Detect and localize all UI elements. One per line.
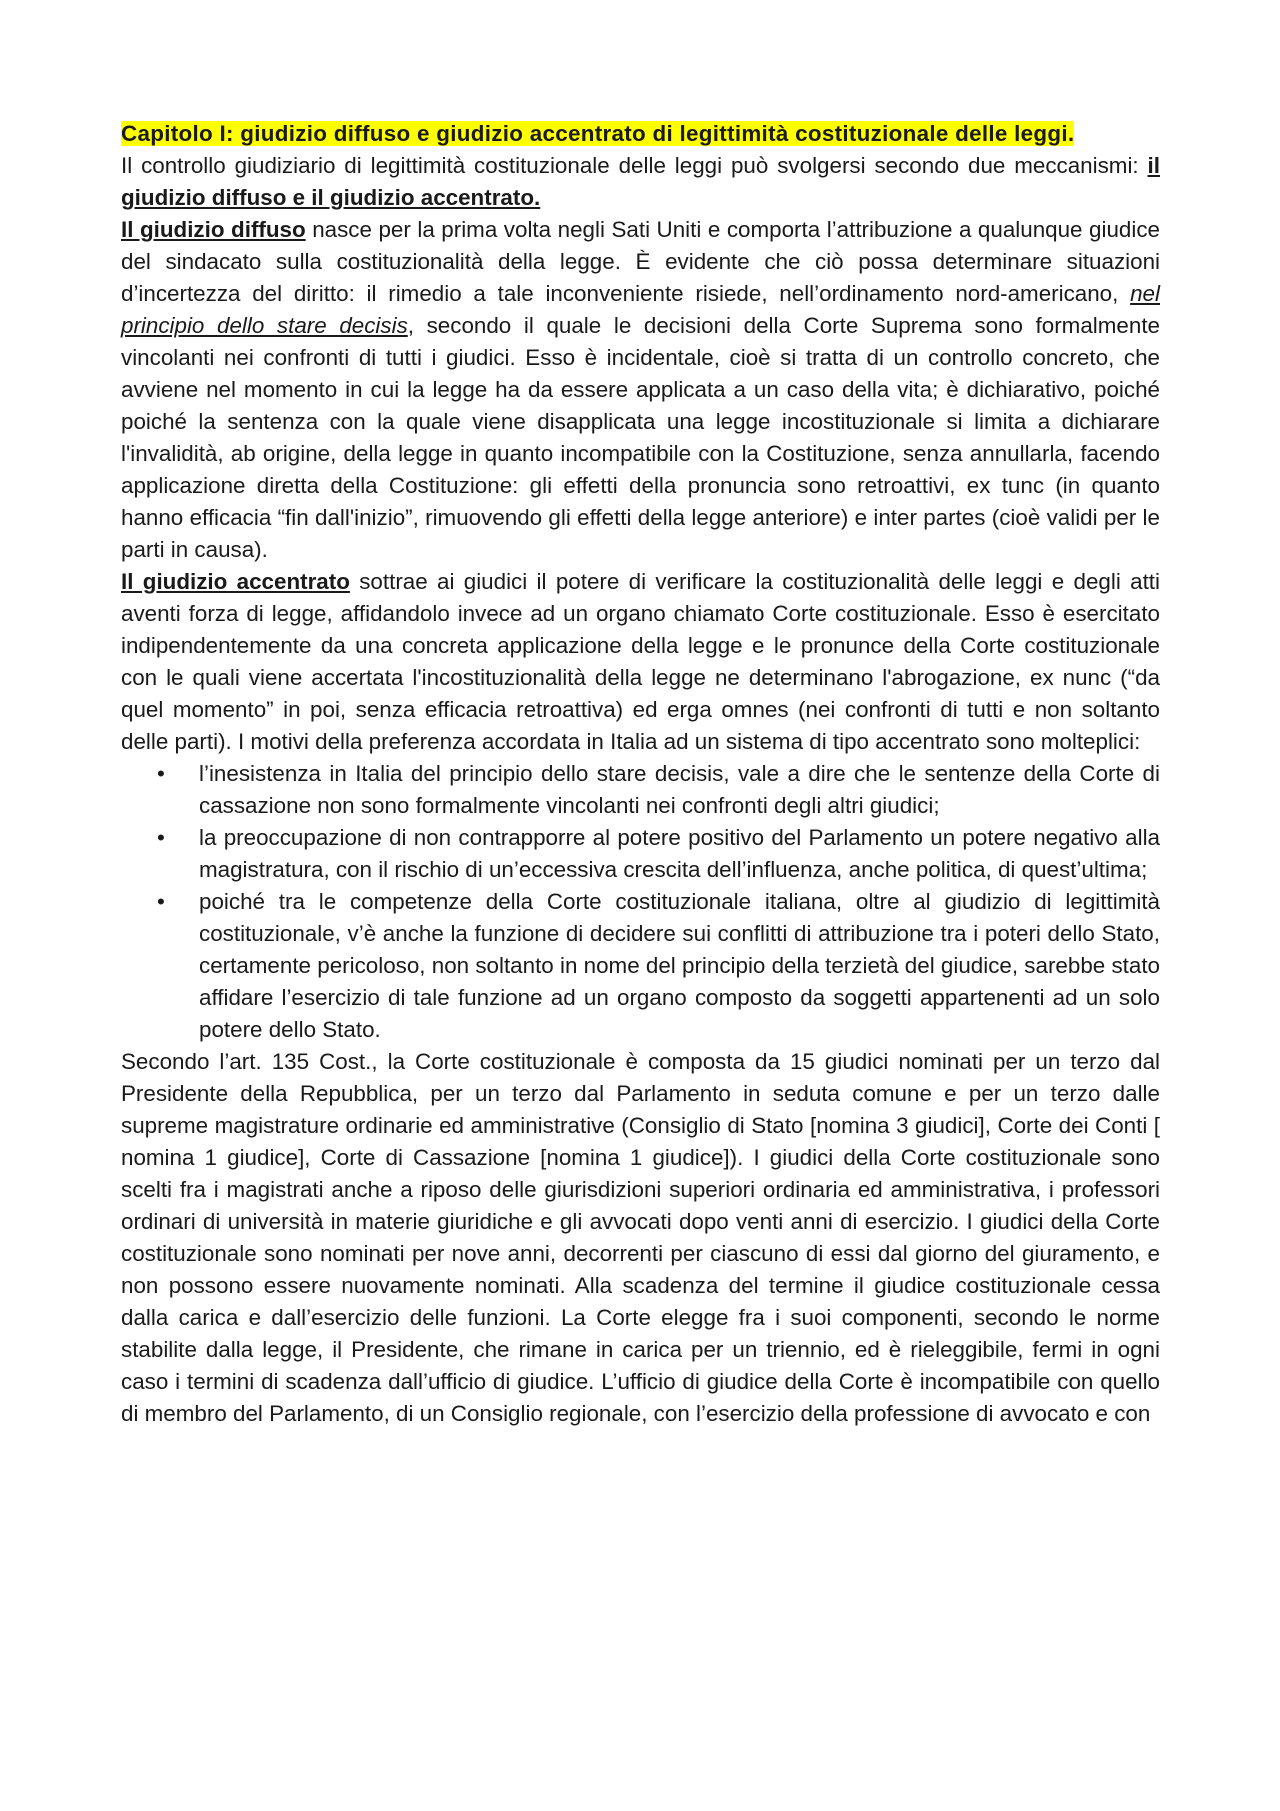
bullet-icon: • (157, 825, 165, 850)
diffuso-text-2: , secondo il quale le decisioni della Corte Suprema sono formalmente vincolanti nei confronti di tutti i giudici. Esso è incidentale, cioè si tratta di un controllo concreto, che avviene nel momento in cui la legge ha da essere applicata a un caso della vita; è dichiarativo, poiché poiché la sentenza con la quale viene disapplicata una legge incostituzionale si limita a dichiarare l'invalidità, ab origine, della legge in quanto incompatibile con la Costituzione, senza annullarla, facendo applicazione diretta della Costituzione: gli effetti della pronuncia sono retroattivi, ex tunc (in quanto hanno efficacia “fin dall'inizio”, rimuovendo gli effetti della legge anteriore) e inter partes (cioè validi per le parti in causa). (121, 313, 1160, 562)
stare-decisis-emphasis: nel principio dello stare decisis (121, 281, 1160, 338)
bullet-icon: • (157, 889, 165, 914)
bullet-icon: • (157, 761, 165, 786)
chapter-title-block (121, 118, 1160, 150)
list-item-text: la preoccupazione di non contrapporre al potere positivo del Parlamento un potere negativo alla magistratura, con il rischio di un’eccessiva crescita dell’influenza, anche politica, di quest’ultima; (199, 825, 1160, 882)
intro-text: Il controllo giudiziario di legittimità costituzionale delle leggi può svolgersi secondo due meccanismi: (121, 153, 1148, 178)
accentrato-paragraph (121, 566, 1160, 758)
motivi-list (121, 758, 1160, 1046)
list-item (157, 758, 1160, 822)
intro-paragraph (121, 150, 1160, 214)
list-item (157, 886, 1160, 1046)
intro-emphasis: il giudizio diffuso e il giudizio accentrato. (121, 153, 1160, 210)
list-item-text: poiché tra le competenze della Corte costituzionale italiana, oltre al giudizio di legittimità costituzionale, v’è anche la funzione di decidere sui conflitti di attribuzione tra i poteri dello Stato, certamente pericoloso, non soltanto in nome del principio della terzietà del giudice, sarebbe stato affidare l’esercizio di tale funzione ad un organo composto da soggetti appartenenti ad un solo potere dello Stato. (199, 889, 1160, 1042)
composizione-paragraph: Secondo l’art. 135 Cost., la Corte costituzionale è composta da 15 giudici nominati per un terzo dal Presidente della Repubblica, per un terzo dal Parlamento in seduta comune e per un terzo dalle supreme magistrature ordinarie ed amministrative (Consiglio di Stato [nomina 3 giudici], Corte dei Conti [ nomina 1 giudice], Corte di Cassazione [nomina 1 giudice]). I giudici della Corte costituzionale sono scelti fra i magistrati anche a riposo delle giurisdizioni superiori ordinaria ed amministrativa, i professori ordinari di università in materie giuridiche e gli avvocati dopo venti anni di esercizio. I giudici della Corte costituzionale sono nominati per nove anni, decorrenti per ciascuno di essi dal giorno del giuramento, e non possono essere nuovamente nominati. Alla scadenza del termine il giudice costituzionale cessa dalla carica e dall’esercizio delle funzioni. La Corte elegge fra i suoi componenti, secondo le norme stabilite dalla legge, il Presidente, che rimane in carica per un triennio, ed è rieleggibile, fermi in ogni caso i termini di scadenza dall’ufficio di giudice. L’ufficio di giudice della Corte è incompatibile con quello di membro del Parlamento, di un Consiglio regionale, con l’esercizio della professione di avvocato e con (121, 1049, 1160, 1426)
accentrato-text: sottrae ai giudici il potere di verificare la costituzionalità delle leggi e degli atti aventi forza di legge, affidandolo invece ad un organo chiamato Corte costituzionale. Esso è esercitato indipendentemente da una concreta applicazione della legge e le pronunce della Corte costituzionale con le quali viene accertata l'incostituzionalità della legge ne determinano l'abrogazione, ex nunc (“da quel momento” in poi, senza efficacia retroattiva) ed erga omnes (nei confronti di tutti e non soltanto delle parti). I motivi della preferenza accordata in Italia ad un sistema di tipo accentrato sono molteplici: (121, 569, 1160, 754)
list-item (157, 822, 1160, 886)
diffuso-paragraph (121, 214, 1160, 566)
diffuso-text-1: nasce per la prima volta negli Sati Uniti e comporta l’attribuzione a qualunque giudice del sindacato sulla costituzionalità della legge. È evidente che ciò possa determinare situazioni d’incertezza del diritto: il rimedio a tale inconveniente risiede, nell’ordinamento nord-americano, (121, 217, 1160, 306)
list-item-text: l’inesistenza in Italia del principio dello stare decisis, vale a dire che le sentenze della Corte di cassazione non sono formalmente vincolanti nei confronti degli altri giudici; (199, 761, 1160, 818)
accentrato-label: Il giudizio accentrato (121, 569, 350, 594)
chapter-title: Capitolo I: giudizio diffuso e giudizio accentrato di legittimità costituzionale delle leggi. (121, 121, 1075, 146)
diffuso-label: Il giudizio diffuso (121, 217, 306, 242)
